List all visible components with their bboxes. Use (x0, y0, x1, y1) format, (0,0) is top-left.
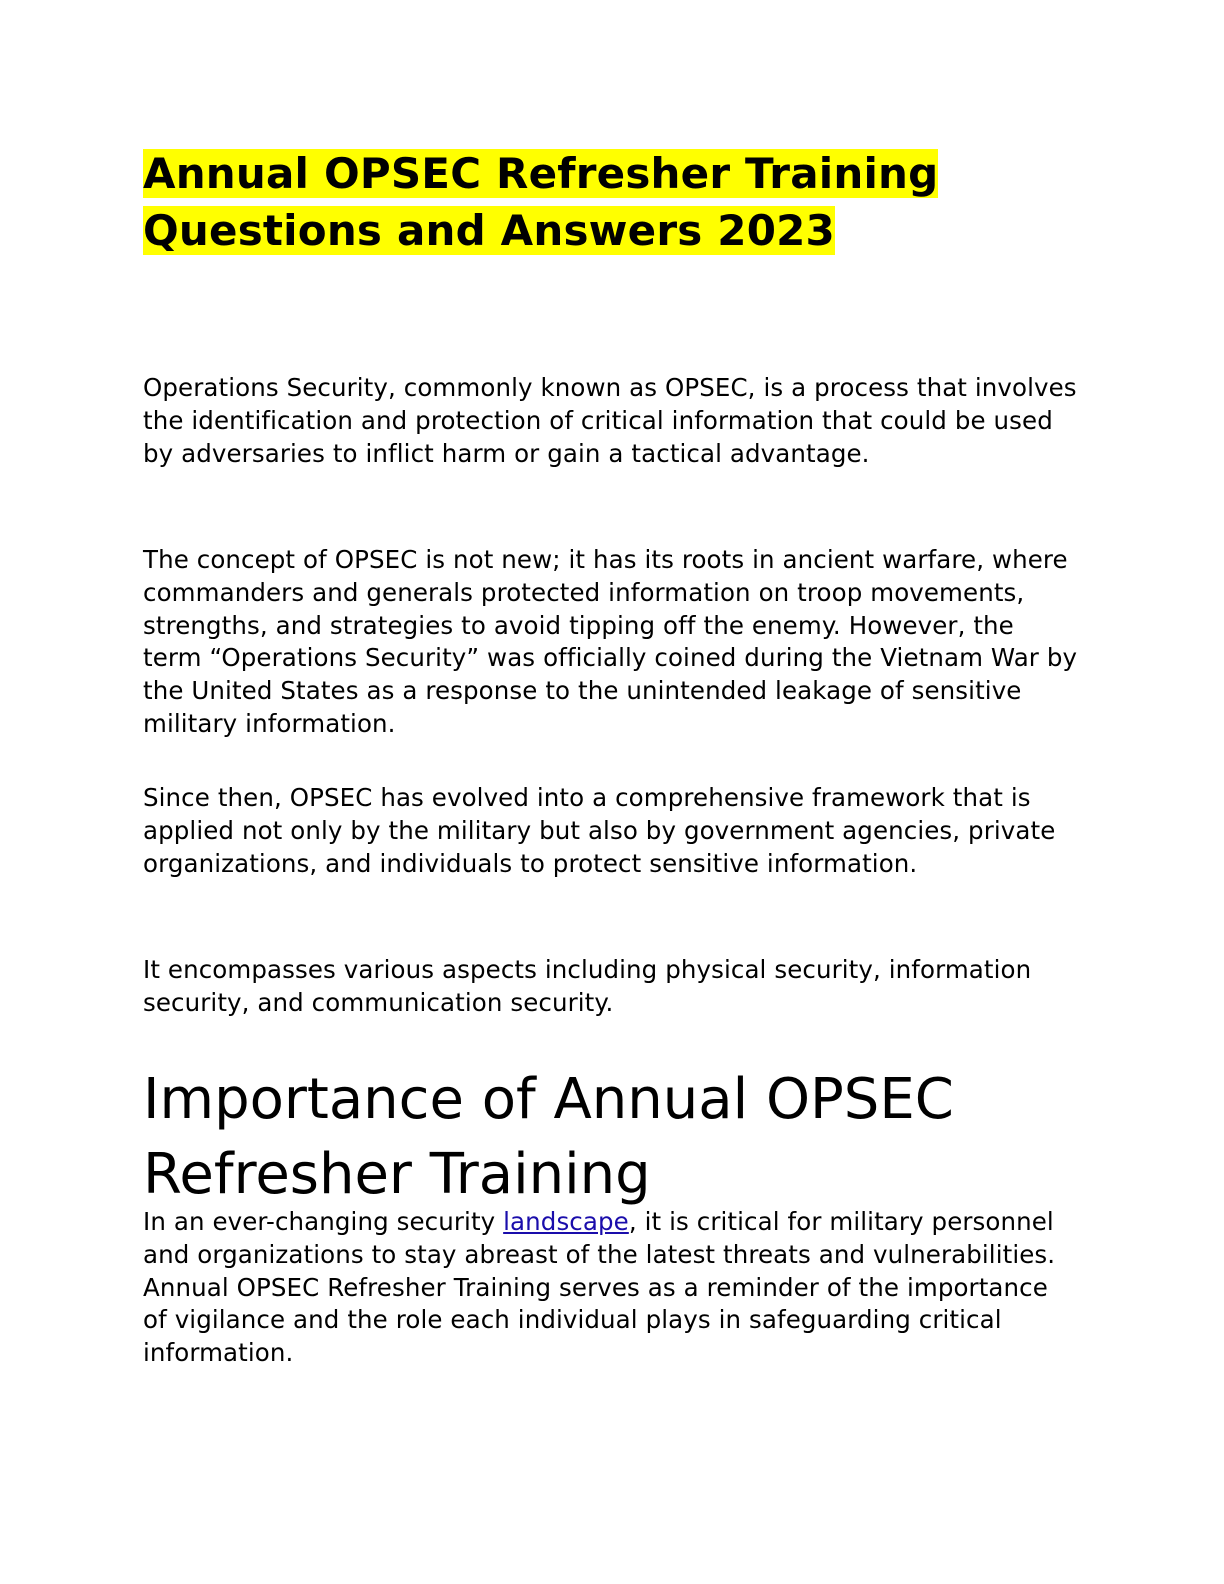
paragraph-opsec-aspects: It encompasses various aspects including physical security, information security, and communication security. (143, 955, 1032, 1017)
paragraph-opsec-history: The concept of OPSEC is not new; it has its roots in ancient warfare, where commanders and generals protected information on troop movements, strengths, and strategies to avoid tipping off the enemy. However, the term “Operations Security” was officially coined during the Vietnam War by the United States as a response to the unintended leakage of sensitive military information. (143, 545, 1078, 738)
section-heading: Importance of Annual OPSEC Refresher Training (143, 1067, 954, 1207)
importance-text-before-link: In an ever-changing security (143, 1207, 504, 1236)
document-title (143, 145, 1078, 259)
paragraph-importance (143, 1206, 1078, 1370)
paragraph-opsec-definition: Operations Security, commonly known as OPSEC, is a process that involves the identification and protection of critical information that could be used by adversaries to inflict harm or gain a tactical advantage. (143, 373, 1077, 468)
title-line-1: Annual OPSEC Refresher Training (143, 149, 939, 198)
landscape-link[interactable]: landscape (503, 1207, 629, 1236)
importance-text-after-link: , it is critical for military personnel and organizations to stay abreast of the latest threats and vulnerabilities. Annual OPSEC Refresher Training serves as a reminder of the importance of vigilance and the role each individual plays in safeguarding critical information. (143, 1207, 1056, 1368)
title-line-2: Questions and Answers 2023 (143, 206, 835, 255)
paragraph-opsec-evolution: Since then, OPSEC has evolved into a comprehensive framework that is applied not only by the military but also by government agencies, private organizations, and individuals to protect sensitive information. (143, 783, 1056, 878)
